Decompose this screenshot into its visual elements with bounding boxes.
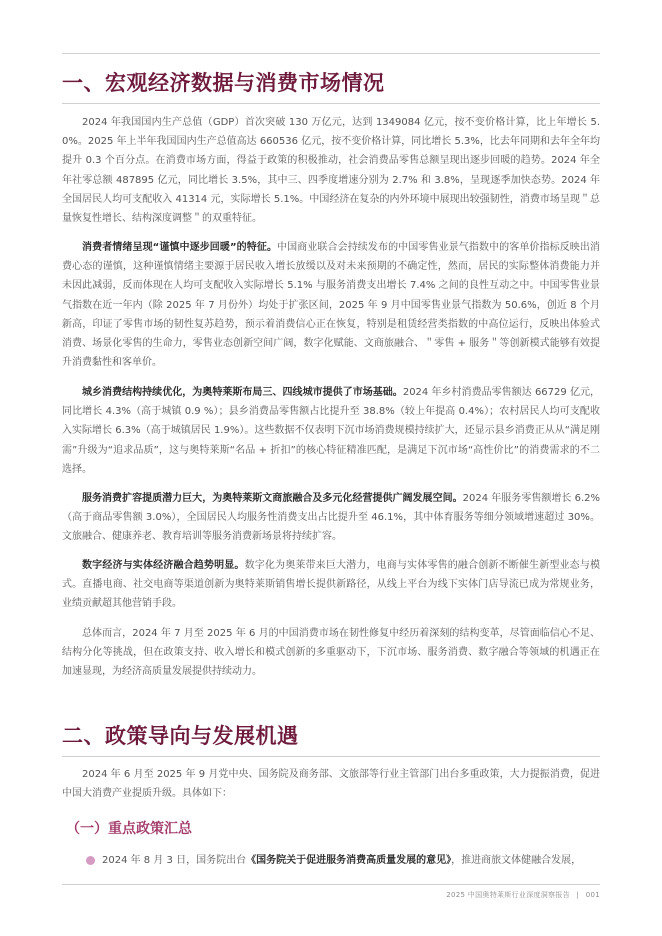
section-1-title: 一、宏观经济数据与消费市场情况 [62,70,385,95]
paragraph-lead: 消费者情绪呈现“谨慎中逐步回暖”的特征。 [82,242,278,253]
paragraph-body: 2024 年服务零售额增长 6.2%（高于商品零售额 3.0%），全国居民人均服务性消费支出占比提升至 46.1%，其中体育服务等细分领域增速超过 30%。文旅融合、健康养老、教育培训等服务消费新场景将持续扩容。 [62,493,600,543]
subsection-title-key-policies: （一）重点政策汇总 [66,821,192,837]
paragraph-summary: 总体而言，2024 年 7 月至 2025 年 6 月的中国消费市场在韧性修复中经历着深刻的结构变革，尽管面临信心不足、结构分化等挑战，但在政策支持、收入增长和模式创新的多重驱动下，下沉市场、服务消费、数字融合等领域的机遇正在加速显现，为经济高质量发展提供持续动力。 [62,628,600,678]
paragraph-lead: 城乡消费结构持续优化，为奥特莱斯布局三、四线城市提供了市场基础。 [82,387,403,398]
paragraph-body: 2024 年乡村消费品零售额达 66729 亿元，同比增长 4.3%（高于城镇 0.9 %）；县乡消费品零售额占比提升至 38.8%（较上年提高 0.4%）；农村居民人均可支配收入实际增长 6.3%（高于城镇居民 1.9%）。这些数据不仅表明下沉市场消费规模持续扩大，还显示县乡消费正从从“满足刚需”升级为“追求品质”，这与奥特莱斯“名品 + 折扣”的核心特征精准匹配，是满足下沉市场“高性价比”的消费需求的不二选择。 [62,387,601,475]
footer-page-number: 001 [585,891,600,899]
top-divider [62,53,600,54]
bullet-text-post: ，推进商旅文体健融合发展， [451,855,582,866]
policy-bullet-item [86,851,602,870]
paragraph-lead: 服务消费扩容提质潜力巨大，为奥特莱斯文商旅融合及多元化经营提供广阔发展空间。 [82,493,463,504]
paragraph-policy-intro: 2024 年 6 月至 2025 年 9 月党中央、国务院及商务部、文旅部等行业主管部门出台多重政策，大力提振消费，促进中国大消费产业提质升级。具体如下： [62,769,600,800]
paragraph-lead: 数字经济与实体经济融合趋势明显。 [82,560,245,571]
paragraph-body: 数字化为奥莱带来巨大潜力，电商与实体零售的融合创新不断催生新型业态与模式。直播电商、社交电商等渠道创新为奥特莱斯销售增长提供新路径，从线上平台为线下实体门店导流已成为常规业务，业绩贡献超其他营销手段。 [62,560,601,610]
page-footer [446,890,600,900]
bullet-text-bold: 《国务院关于促进服务消费高质量发展的意见》 [246,855,452,866]
footer-separator: | [576,891,580,899]
paragraph-consumer-sentiment [62,238,600,372]
paragraph-gdp: 2024 年我国国内生产总值（GDP）首次突破 130 万亿元，达到 1349084 亿元，按不变价格计算，比上年增长 5.0%。2025 年上半年我国国内生产总值高达 660536 亿元，按不变价格计算，同比增长 5.3%，比去年同期和去年全年均提升 0.3 个百分点。在消费市场方面，得益于政策的积极推动，社会消费品零售总额呈现出逐步回暖的趋势。2024 年全年社零总额 487895 亿元，同比增长 3.5%，其中三、四季度增速分别为 2.7% 和 3.8%，呈现逐季加快态势。2024 年全国居民人均可支配收入 41314 元，实际增长 5.1%。中国经济在复杂的内外环境中展现出较强韧性，消费市场呈现＂总量恢复性增长、结构深度调整＂的双重特征。 [62,117,600,225]
footer-report-title: 2025 中国奥特莱斯行业深度洞察报告 [446,891,570,899]
paragraph-digital-economy [62,556,600,614]
section-1-title-divider [62,103,600,104]
paragraph-urban-rural [62,383,600,479]
footer-divider [62,884,600,885]
section-2-title-divider [62,756,600,757]
paragraph-service-consumption [62,489,600,547]
bullet-text-pre: 2024 年 8 月 3 日，国务院出台 [102,855,247,866]
section-2-title: 二、政策导向与发展机遇 [62,723,299,748]
paragraph-body: 中国商业联合会持续发布的中国零售业景气指数中的客单价指标反映出消费心态的谨慎，这种谨慎情绪主要源于居民收入增长放缓以及对未来预期的不确定性，然而，居民的实际整体消费能力并未因此减弱，反而体现在人均可支配收入实际增长 5.1% 与服务消费支出增长 7.4% 之间的良性互动之中。中国零售业景气指数在近一年内（除 2025 年 7 月份外）均处于扩张区间，2025 年 9 月中国零售业景气指数为 50.6%，创近 8 个月新高，印证了零售市场的韧性复苏趋势，预示着消费信心正在恢复，特别是租赁经营类指数的中高位运行，反映出体验式消费、场景化零售的生命力，零售业态创新空间广阔，数字化赋能、文商旅融合、＂零售 + 服务＂等创新模式能够有效提升消费黏性和客单价。 [62,242,600,369]
